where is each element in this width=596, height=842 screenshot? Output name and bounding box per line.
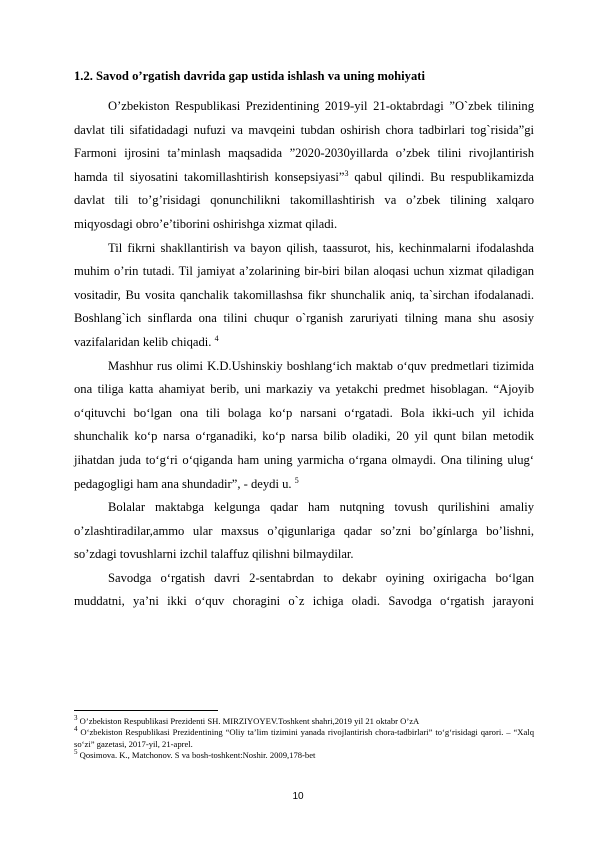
footnote-ref: 3 [344,168,349,178]
footnote-5 [74,750,534,761]
paragraph-text: Bolalar maktabga kelgunga qadar ham nutqning tovush qurilishini amaliy o’zlashtiradilar,ammo ular maxsus o’qigunlariga qadar so’zni bo’gínlarga bo’lishni, so’zdagi tovushlarni izchil talaffuz qilishni bilmaydilar. [74,500,534,562]
page-number: 10 [292,791,304,802]
footnote-text: O‘zbekiston Respublikasi Prezidentining “Oliy ta’lim tizimini yanada rivojlantirish chora-tadbirlari” to‘g‘risidagi qarori. – “Xalq so‘zi” gazetasi, 2017-yil, 21-aprel. [74,727,534,749]
paragraph-1 [74,95,534,237]
section-heading: 1.2. Savod o’rgatish davrida gap ustida ishlash va uning mohiyati [74,69,425,83]
paragraph-4 [74,496,534,567]
footnote-separator [74,710,218,711]
paragraph-text: Mashhur rus olimi K.D.Ushinskiy boshlang‘ich maktab o‘quv predmetlari tizimida ona tiliga katta ahamiyat berib, uni markaziy va yetakchi predmet hisoblagan. “Ajoyib o‘qituvchi bo‘lgan ona tili bolaga ko‘p narsani o‘rgatadi. Bola ikki-uch yil ichida shunchalik ko‘p narsa o‘rganadiki, ko‘p narsa bilib oladiki, 20 yil qunt bilan metodik jihatdan juda to‘g‘ri o‘qiganda ham uning yarmicha o‘rgana olmaydi. Ona tilining ulug‘ pedagogligi ham ana shundadir”, - deydi u. [74,358,534,491]
footnote-text: Qosimova. K., Matchonov. S va bosh-toshkent:Noshir. 2009,178-bet [77,750,316,761]
footnote-ref: 4 [214,333,219,343]
footnotes [74,716,534,762]
footnote-number: 3 [74,714,78,723]
paragraph-2 [74,237,534,355]
paragraph-5 [74,567,534,614]
footnote-number: 5 [74,748,78,757]
footnote-3 [74,716,534,727]
footnote-4 [74,727,534,750]
paragraph-3 [74,355,534,497]
paragraph-text: O’zbekiston Respublikasi Prezidentining 2019-yil 21-oktabrdagi ”O`zbek tilining davlat tili sifatidadagi nufuzi va mavqeini tubdan oshirish chora tadbirlari tog`risida”gi Farmoni ijrosini ta’minlash maqsadida ”2020-2030yillarda o’zbek tilini rivojlantirish hamda til siyosatini takomillashtirish konsepsiyasi” [74,99,534,184]
footnote-ref: 5 [294,475,299,485]
paragraph-text: Savodga o‘rgatish davri 2-sentabrdan to dekabr oyining oxirigacha bo‘lgan muddatni, ya’ni ikki o‘quv choragini o`z ichiga oladi. Savodga o‘rgatish jarayoni [74,570,534,609]
footnote-text: O’zbekiston Respublikasi Prezidenti SH. MIRZIYOYEV.Toshkent shahri,2019 yil 21 oktabr O’zA [77,716,420,726]
paragraph-text: Til fikrni shakllantirish va bayon qilish, taassurot, his, kechinmalarni ifodalashda muhim o’rin tutadi. Til jamiyat a’zolarining bir-biri bilan aloqasi uchun xizmat qiladigan vositadir, Bu vosita qanchalik takomillashsa fikr shunchalik aniq, ta`sirchan ifodalanadi. Boshlang`ich sinflarda ona tilini chuqur o`rganish zaruriyati tilning mana shu asosiy vazifalaridan kelib chiqadi. [74,240,534,349]
body-text [74,95,534,614]
footnote-number: 4 [74,725,78,734]
paragraph-text-cont: qabul qilindi. Bu respublikamizda davlat tili to’g’risidagi qonunchilikni takomillashtirish va o’zbek tilining xalqaro miqyosdagi obro’e’tiborini oshirishga xizmat qiladi. [74,169,534,231]
